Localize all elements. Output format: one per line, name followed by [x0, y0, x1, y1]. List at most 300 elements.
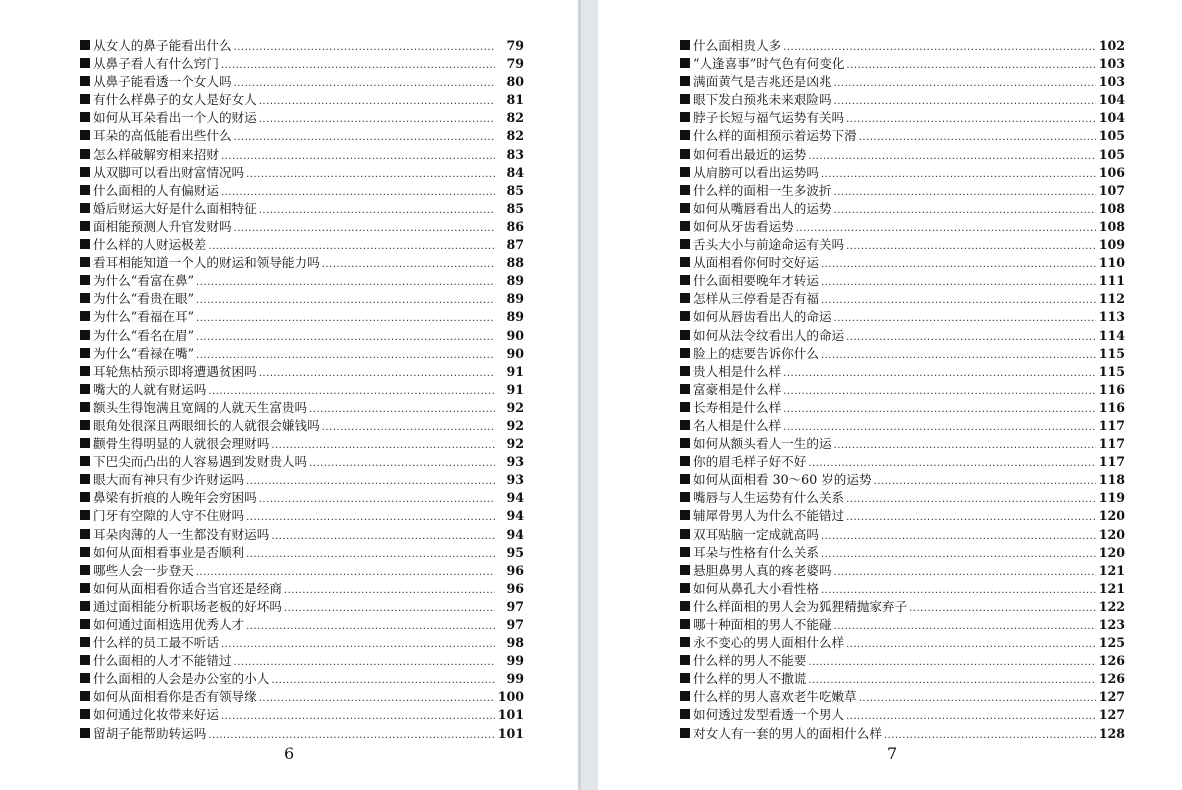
- toc-entry-title: 脖子长短与福气运势有关吗: [693, 110, 845, 126]
- square-bullet-icon: [80, 348, 90, 358]
- toc-entry-page: 116: [1098, 399, 1125, 415]
- dot-leader: [846, 111, 1096, 129]
- toc-entry-title: 永不变心的男人面相什么样: [693, 635, 845, 651]
- dot-leader: [859, 690, 1096, 708]
- toc-entry-title: 什么样的男人喜欢老牛吃嫩草: [693, 689, 857, 705]
- toc-entry-title: 嘴唇与人生运势有什么关系: [693, 490, 845, 506]
- square-bullet-icon: [680, 311, 690, 321]
- toc-entry-page: 126: [1098, 653, 1125, 669]
- toc-entry[interactable]: [80, 453, 524, 471]
- dot-leader: [259, 111, 495, 129]
- dot-leader: [834, 202, 1096, 220]
- square-bullet-icon: [680, 149, 690, 159]
- dot-leader: [834, 310, 1096, 328]
- toc-entry-page: 105: [1098, 128, 1125, 144]
- toc-entry-page: 125: [1098, 635, 1125, 651]
- square-bullet-icon: [680, 583, 690, 593]
- square-bullet-icon: [80, 402, 90, 412]
- square-bullet-icon: [80, 438, 90, 448]
- dot-leader: [846, 491, 1096, 509]
- square-bullet-icon: [680, 130, 690, 140]
- toc-entry-page: 85: [506, 200, 524, 216]
- square-bullet-icon: [680, 330, 690, 340]
- toc-entry[interactable]: [80, 200, 524, 218]
- toc-entry[interactable]: [680, 399, 1125, 417]
- dot-leader: [259, 365, 495, 383]
- square-bullet-icon: [80, 257, 90, 267]
- toc-entry[interactable]: [80, 327, 524, 345]
- square-bullet-icon: [680, 691, 690, 701]
- dot-leader: [834, 437, 1096, 455]
- toc-entry-title: 如何从嘴唇看出人的运势: [693, 200, 832, 216]
- toc-entry-title: 下巴尖而凸出的人容易遇到发财贵人吗: [93, 454, 308, 470]
- toc-entry-page: 94: [506, 508, 524, 524]
- toc-entry-page: 93: [506, 472, 524, 488]
- square-bullet-icon: [680, 366, 690, 376]
- toc-entry-title: 鼻梁有折痕的人晚年会穷困吗: [93, 490, 257, 506]
- dot-leader: [271, 672, 495, 690]
- toc-entry-title: “人逢喜事”时气色有何变化: [693, 56, 845, 72]
- toc-entry-title: 如何从牙齿看运势: [693, 218, 794, 234]
- toc-entry[interactable]: [80, 435, 524, 453]
- toc-entry-title: 有什么样鼻子的女人是好女人: [93, 92, 257, 108]
- toc-entry-title: 从面相看你何时交好运: [693, 255, 819, 271]
- toc-entry[interactable]: [80, 73, 524, 91]
- toc-entry-page: 102: [1098, 38, 1125, 53]
- toc-entry[interactable]: [80, 91, 524, 109]
- toc-entry[interactable]: [80, 127, 524, 145]
- dot-leader: [846, 57, 1095, 75]
- square-bullet-icon: [80, 565, 90, 575]
- toc-entry-page: 103: [1098, 74, 1125, 90]
- dot-leader: [834, 184, 1096, 202]
- square-bullet-icon: [80, 691, 90, 701]
- square-bullet-icon: [680, 565, 690, 575]
- dot-leader: [259, 690, 495, 708]
- toc-entry-page: 93: [506, 454, 524, 470]
- square-bullet-icon: [80, 149, 90, 159]
- square-bullet-icon: [80, 185, 90, 195]
- square-bullet-icon: [680, 167, 690, 177]
- toc-entry-title: 从鼻子看人有什么窍门: [93, 56, 219, 72]
- toc-entry-page: 95: [506, 544, 524, 560]
- square-bullet-icon: [680, 456, 690, 466]
- square-bullet-icon: [680, 384, 690, 394]
- dot-leader: [196, 292, 495, 310]
- square-bullet-icon: [80, 474, 90, 484]
- dot-leader: [783, 365, 1096, 383]
- dot-leader: [234, 39, 495, 57]
- toc-entry-title: 贵人相是什么样: [693, 363, 782, 379]
- toc-entry[interactable]: [680, 544, 1125, 562]
- toc-entry-page: 99: [506, 671, 524, 687]
- square-bullet-icon: [680, 58, 690, 68]
- toc-entry[interactable]: [680, 562, 1125, 580]
- toc-entry-title: 什么样的人财运极差: [93, 237, 207, 253]
- toc-entry-title: 富豪相是什么样: [693, 381, 782, 397]
- toc-entry[interactable]: [680, 670, 1125, 688]
- square-bullet-icon: [680, 275, 690, 285]
- toc-entry-title: 如何从面相看 30～60 岁的运势: [693, 472, 872, 488]
- toc-entry[interactable]: [80, 706, 524, 724]
- toc-entry-title: 舌头大小与前途命运有关吗: [693, 237, 845, 253]
- toc-entry[interactable]: [80, 526, 524, 544]
- dot-leader: [322, 419, 495, 437]
- toc-entry-page: 88: [506, 255, 524, 271]
- toc-entry-page: 128: [1098, 725, 1125, 741]
- toc-entry-title: 耳朵的高低能看出些什么: [93, 128, 232, 144]
- toc-entry[interactable]: [80, 146, 524, 164]
- toc-entry-title: 为什么“看名在眉”: [93, 327, 195, 343]
- square-bullet-icon: [80, 547, 90, 557]
- square-bullet-icon: [80, 130, 90, 140]
- toc-entry[interactable]: [680, 290, 1125, 308]
- page-number: 7: [887, 744, 898, 763]
- toc-entry-page: 92: [506, 436, 524, 452]
- dot-leader: [259, 491, 495, 509]
- toc-entry-page: 92: [506, 417, 524, 433]
- toc-entry-title: 从女人的鼻子能看出什么: [93, 38, 232, 53]
- toc-entry[interactable]: [80, 417, 524, 435]
- square-bullet-icon: [680, 619, 690, 629]
- toc-entry[interactable]: [680, 435, 1125, 453]
- square-bullet-icon: [680, 257, 690, 267]
- toc-entry[interactable]: [80, 688, 524, 706]
- toc-entry-title: 如何从鼻孔大小看性格: [693, 580, 819, 596]
- toc-entry-title: 什么样的男人不能要: [693, 653, 807, 669]
- toc-entry[interactable]: [680, 580, 1125, 598]
- dot-leader: [284, 582, 495, 600]
- toc-entry-title: 对女人有一套的男人的面相什么样: [693, 725, 882, 741]
- toc-entry-title: 长寿相是什么样: [693, 399, 782, 415]
- toc-entry-page: 105: [1098, 146, 1125, 162]
- toc-entry-page: 91: [506, 381, 524, 397]
- toc-entry-title: 耳轮焦枯预示即将遭遇贫困吗: [93, 363, 257, 379]
- toc-entry-title: 什么样面相的男人会为狐狸精抛家弃子: [693, 598, 908, 614]
- toc-entry-title: 什么面相的人会是办公室的小人: [93, 671, 270, 687]
- toc-entry-page: 89: [506, 309, 524, 325]
- toc-entry[interactable]: [80, 634, 524, 652]
- dot-leader: [234, 75, 495, 93]
- toc-entry[interactable]: [680, 272, 1125, 290]
- toc-entry[interactable]: [80, 109, 524, 127]
- toc-entry-page: 80: [506, 74, 524, 90]
- square-bullet-icon: [680, 112, 690, 122]
- square-bullet-icon: [80, 456, 90, 466]
- square-bullet-icon: [80, 420, 90, 430]
- toc-entry-title: 什么面相要晚年才转运: [693, 273, 819, 289]
- toc-entry[interactable]: [80, 616, 524, 634]
- toc-entry-page: 94: [506, 526, 524, 542]
- toc-entry[interactable]: [80, 363, 524, 381]
- toc-entry[interactable]: [680, 308, 1125, 326]
- dot-leader: [834, 618, 1096, 636]
- dot-leader: [259, 202, 495, 220]
- toc-entry-title: 耳朵肉薄的人一生都没有财运吗: [93, 526, 270, 542]
- toc-entry[interactable]: [80, 254, 524, 272]
- toc-entry-page: 90: [506, 327, 524, 343]
- square-bullet-icon: [80, 637, 90, 647]
- dot-leader: [834, 75, 1096, 93]
- square-bullet-icon: [680, 709, 690, 719]
- toc-entry-title: 为什么“看禄在嘴”: [93, 345, 195, 361]
- dot-leader: [783, 401, 1096, 419]
- toc-entry-page: 103: [1098, 56, 1125, 72]
- square-bullet-icon: [680, 94, 690, 104]
- square-bullet-icon: [80, 709, 90, 719]
- dot-leader: [271, 528, 495, 546]
- toc-entry[interactable]: [80, 272, 524, 290]
- square-bullet-icon: [80, 275, 90, 285]
- dot-leader: [196, 310, 495, 328]
- toc-entry-title: 如何从法令纹看出人的命运: [693, 327, 845, 343]
- dot-leader: [846, 509, 1096, 527]
- toc-list-left: [80, 37, 524, 743]
- toc-entry-page: 123: [1098, 617, 1125, 632]
- dot-leader: [821, 347, 1096, 365]
- toc-entry-title: 什么样的男人不撒谎: [693, 671, 807, 687]
- square-bullet-icon: [80, 293, 90, 303]
- square-bullet-icon: [80, 112, 90, 122]
- toc-entry-title: 哪十种面相的男人不能碰: [693, 617, 832, 632]
- toc-entry-page: 121: [1098, 562, 1125, 578]
- toc-entry[interactable]: [80, 345, 524, 363]
- toc-entry-title: 什么面相贵人多: [693, 38, 782, 53]
- toc-entry-page: 81: [506, 92, 524, 108]
- toc-entry[interactable]: [80, 652, 524, 670]
- square-bullet-icon: [680, 402, 690, 412]
- toc-entry[interactable]: [680, 616, 1125, 634]
- square-bullet-icon: [680, 637, 690, 647]
- toc-entry-title: 眼角处很深且两眼细长的人就很会嫌钱吗: [93, 417, 320, 433]
- toc-entry-page: 97: [506, 617, 524, 632]
- toc-entry-title: 如何从面相看你是否有领导缘: [93, 689, 257, 705]
- toc-entry-page: 115: [1098, 345, 1125, 361]
- toc-entry-title: 满面黄气是吉兆还是凶兆: [693, 74, 832, 90]
- toc-entry-title: 从肩膀可以看出运势吗: [693, 164, 819, 180]
- toc-entry[interactable]: [80, 670, 524, 688]
- toc-entry[interactable]: [680, 218, 1125, 236]
- toc-entry-page: 108: [1098, 200, 1125, 216]
- toc-entry[interactable]: [80, 236, 524, 254]
- square-bullet-icon: [80, 58, 90, 68]
- toc-entry[interactable]: [680, 725, 1125, 743]
- dot-leader: [834, 564, 1096, 582]
- square-bullet-icon: [80, 330, 90, 340]
- toc-entry-title: 如何透过发型看透一个男人: [693, 707, 845, 723]
- toc-entry-page: 79: [506, 56, 524, 72]
- toc-entry-page: 127: [1098, 707, 1125, 723]
- toc-entry[interactable]: [80, 182, 524, 200]
- toc-entry-page: 86: [506, 218, 524, 234]
- toc-entry-title: 你的眉毛样子好不好: [693, 454, 807, 470]
- toc-entry[interactable]: [680, 652, 1125, 670]
- toc-entry-title: 如何从面相看你适合当官还是经商: [93, 580, 282, 596]
- toc-entry-page: 89: [506, 291, 524, 307]
- toc-entry-title: 什么样的员工最不听话: [93, 635, 219, 651]
- dot-leader: [808, 654, 1095, 672]
- square-bullet-icon: [80, 619, 90, 629]
- toc-entry[interactable]: [80, 381, 524, 399]
- toc-entry-page: 89: [506, 273, 524, 289]
- toc-entry[interactable]: [80, 507, 524, 525]
- square-bullet-icon: [80, 94, 90, 104]
- toc-entry[interactable]: [80, 290, 524, 308]
- toc-entry[interactable]: [680, 127, 1125, 145]
- toc-entry-page: 119: [1098, 490, 1125, 506]
- toc-entry[interactable]: [680, 345, 1125, 363]
- toc-entry-title: 如何通过面相选用优秀人才: [93, 617, 245, 632]
- toc-entry-page: 83: [506, 146, 524, 162]
- page-edge: [578, 0, 581, 790]
- square-bullet-icon: [680, 655, 690, 665]
- dot-leader: [246, 166, 495, 184]
- toc-entry-title: 辅犀骨男人为什么不能错过: [693, 508, 845, 524]
- dot-leader: [821, 528, 1096, 546]
- toc-entry[interactable]: [680, 73, 1125, 91]
- square-bullet-icon: [80, 311, 90, 321]
- square-bullet-icon: [80, 40, 90, 50]
- square-bullet-icon: [680, 601, 690, 611]
- toc-entry-page: 85: [506, 182, 524, 198]
- toc-entry[interactable]: [680, 91, 1125, 109]
- toc-entry-page: 118: [1098, 472, 1125, 488]
- dot-leader: [783, 383, 1096, 401]
- toc-entry-title: 哪些人会一步登天: [93, 562, 194, 578]
- toc-entry-page: 114: [1098, 327, 1125, 343]
- toc-entry[interactable]: [680, 706, 1125, 724]
- toc-entry-title: 门牙有空隙的人守不住财吗: [93, 508, 245, 524]
- toc-entry[interactable]: [80, 562, 524, 580]
- square-bullet-icon: [80, 167, 90, 177]
- toc-entry-title: 如何看出最近的运势: [693, 146, 807, 162]
- dot-leader: [874, 473, 1096, 491]
- toc-entry[interactable]: [680, 254, 1125, 272]
- square-bullet-icon: [80, 366, 90, 376]
- toc-entry[interactable]: [680, 471, 1125, 489]
- toc-entry[interactable]: [680, 146, 1125, 164]
- square-bullet-icon: [80, 492, 90, 502]
- toc-entry[interactable]: [80, 37, 524, 55]
- toc-entry[interactable]: [80, 218, 524, 236]
- page-number: 6: [284, 744, 295, 763]
- toc-entry[interactable]: [80, 725, 524, 743]
- square-bullet-icon: [680, 474, 690, 484]
- square-bullet-icon: [680, 203, 690, 213]
- toc-entry[interactable]: [680, 55, 1125, 73]
- square-bullet-icon: [680, 239, 690, 249]
- toc-entry[interactable]: [80, 164, 524, 182]
- toc-entry-title: 颧骨生得明显的人就很会理财吗: [93, 436, 270, 452]
- square-bullet-icon: [680, 547, 690, 557]
- toc-entry[interactable]: [680, 109, 1125, 127]
- square-bullet-icon: [80, 529, 90, 539]
- dot-leader: [322, 256, 495, 274]
- dot-leader: [821, 256, 1096, 274]
- square-bullet-icon: [80, 583, 90, 593]
- toc-entry-page: 117: [1098, 454, 1125, 470]
- dot-leader: [884, 727, 1096, 745]
- toc-entry-page: 109: [1098, 237, 1125, 253]
- toc-entry[interactable]: [680, 598, 1125, 616]
- toc-entry-title: 为什么“看贵在眼”: [93, 291, 195, 307]
- toc-entry[interactable]: [80, 580, 524, 598]
- toc-entry-page: 101: [497, 725, 524, 741]
- toc-entry[interactable]: [680, 507, 1125, 525]
- toc-entry[interactable]: [80, 55, 524, 73]
- toc-entry-title: 从鼻子能看透一个女人吗: [93, 74, 232, 90]
- dot-leader: [846, 329, 1096, 347]
- toc-entry-title: 名人相是什么样: [693, 417, 782, 433]
- toc-entry-title: 眼下发白预兆未来艰险吗: [693, 92, 832, 108]
- dot-leader: [221, 636, 495, 654]
- toc-entry-title: 什么样的面相一生多波折: [693, 182, 832, 198]
- toc-entry-page: 101: [497, 707, 524, 723]
- toc-list-right: [680, 37, 1125, 743]
- toc-entry[interactable]: [680, 453, 1125, 471]
- toc-entry[interactable]: [680, 381, 1125, 399]
- toc-entry[interactable]: [80, 598, 524, 616]
- toc-entry-page: 120: [1098, 508, 1125, 524]
- dot-leader: [846, 238, 1096, 256]
- toc-entry-title: 耳朵与性格有什么关系: [693, 544, 819, 560]
- toc-entry-title: 留胡子能帮助转运吗: [93, 725, 207, 741]
- toc-entry[interactable]: [80, 399, 524, 417]
- dot-leader: [846, 636, 1096, 654]
- toc-entry[interactable]: [680, 37, 1125, 55]
- square-bullet-icon: [80, 239, 90, 249]
- toc-entry[interactable]: [80, 544, 524, 562]
- toc-entry[interactable]: [680, 489, 1125, 507]
- dot-leader: [221, 708, 495, 726]
- square-bullet-icon: [680, 492, 690, 502]
- dot-leader: [259, 93, 495, 111]
- toc-entry-page: 96: [506, 562, 524, 578]
- toc-entry-page: 94: [506, 490, 524, 506]
- square-bullet-icon: [80, 510, 90, 520]
- toc-entry-title: 如何从唇齿看出人的命运: [693, 309, 832, 325]
- toc-entry-title: 双耳贴脑一定成就高吗: [693, 526, 819, 542]
- toc-entry-page: 97: [506, 598, 524, 614]
- dot-leader: [309, 455, 495, 473]
- toc-entry[interactable]: [680, 327, 1125, 345]
- square-bullet-icon: [680, 76, 690, 86]
- toc-entry[interactable]: [80, 471, 524, 489]
- dot-leader: [834, 93, 1096, 111]
- toc-entry[interactable]: [680, 200, 1125, 218]
- toc-entry-title: 如何通过化妆带来好运: [93, 707, 219, 723]
- dot-leader: [221, 184, 495, 202]
- toc-entry[interactable]: [680, 634, 1125, 652]
- toc-entry[interactable]: [680, 363, 1125, 381]
- right-page: [598, 0, 1182, 790]
- toc-entry[interactable]: [680, 688, 1125, 706]
- toc-entry-title: 为什么“看富在鼻”: [93, 273, 195, 289]
- toc-entry[interactable]: [680, 182, 1125, 200]
- toc-entry-page: 87: [506, 237, 524, 253]
- toc-entry[interactable]: [680, 526, 1125, 544]
- toc-entry[interactable]: [80, 308, 524, 326]
- toc-entry-page: 117: [1098, 417, 1125, 433]
- toc-entry[interactable]: [80, 489, 524, 507]
- toc-entry-title: 从双脚可以看出财富情况吗: [93, 164, 245, 180]
- toc-entry[interactable]: [680, 236, 1125, 254]
- toc-entry[interactable]: [680, 417, 1125, 435]
- toc-entry[interactable]: [680, 164, 1125, 182]
- toc-entry-page: 100: [497, 689, 524, 705]
- toc-entry-page: 122: [1098, 598, 1125, 614]
- dot-leader: [309, 401, 495, 419]
